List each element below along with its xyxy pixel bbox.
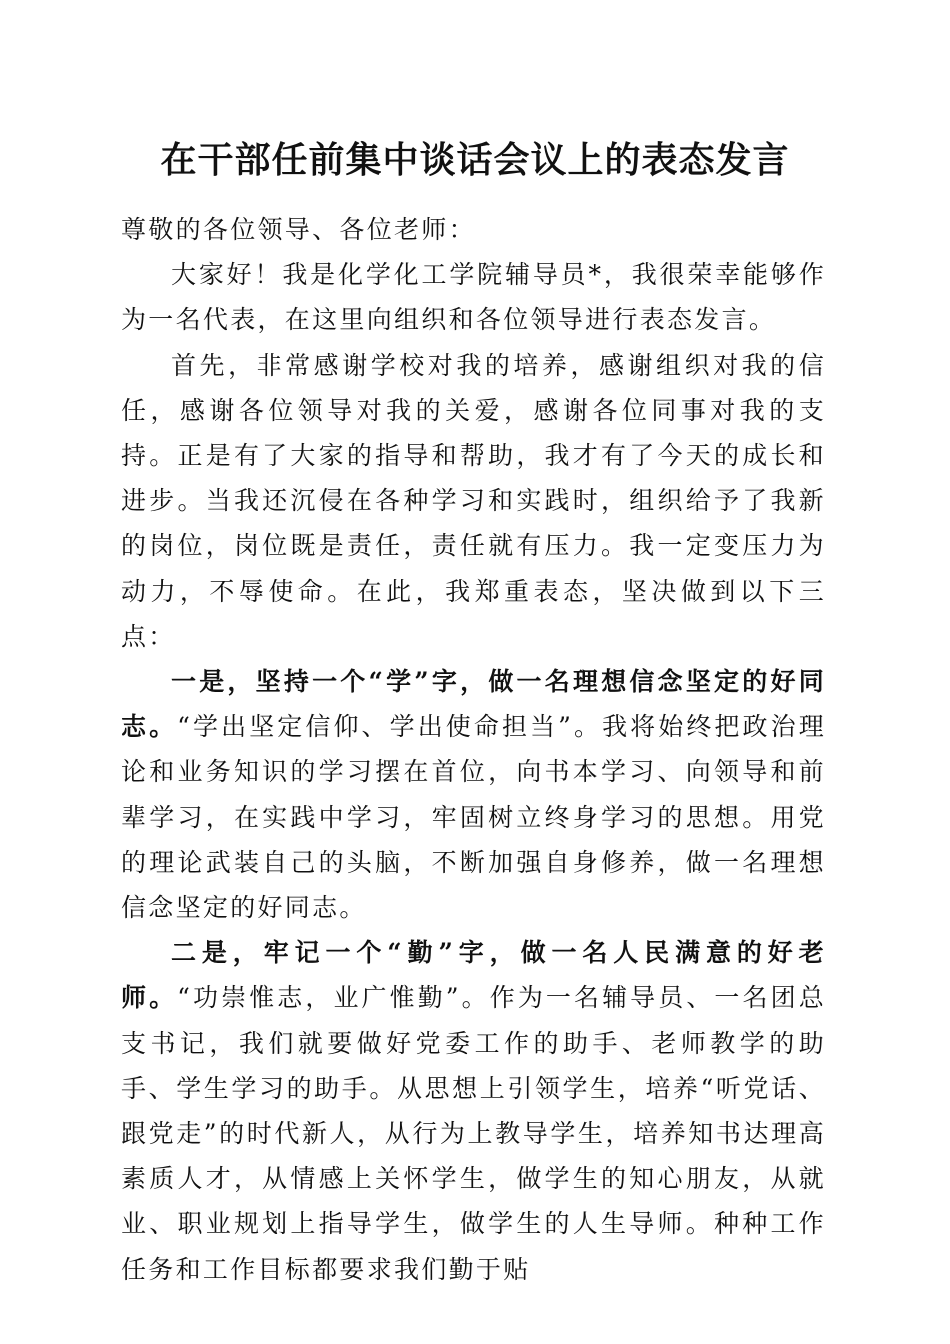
paragraph-point-two [121,930,826,1292]
paragraph-thanks [121,343,826,659]
paragraph-greeting [121,252,826,342]
paragraph-text: 大家好！我是化学化工学院辅导员*，我很荣幸能够作为一名代表，在这里向组织和各位领导进行表态发言。 [121,260,826,335]
salutation: 尊敬的各位领导、各位老师： [121,215,476,244]
paragraph-text: “功崇惟志，业广惟勤”。作为一名辅导员、一名团总支书记，我们就要做好党委工作的助手、老师教学的助手、学生学习的助手。从思想上引领学生，培养“听党话、跟党走”的时代新人，从行为上教导学生，培养知书达理高素质人才，从情感上关怀学生，做学生的知心朋友，从就业、职业规划上指导学生，做学生的人生导师。种种工作任务和工作目标都要求我们勤于贴 [121,983,826,1284]
paragraph-text: 首先，非常感谢学校对我的培养，感谢组织对我的信任，感谢各位领导对我的关爱，感谢各位同事对我的支持。正是有了大家的指导和帮助，我才有了今天的成长和进步。当我还沉侵在各种学习和实践时，组织给予了我新的岗位，岗位既是责任，责任就有压力。我一定变压力为动力，不辱使命。在此，我郑重表态，坚决做到以下三点： [121,350,826,651]
paragraph-text: “学出坚定信仰、学出使命担当”。我将始终把政治理论和业务知识的学习摆在首位，向书本学习、向领导和前辈学习，在实践中学习，牢固树立终身学习的思想。用党的理论武装自己的头脑，不断加强自身修养，做一名理想信念坚定的好同志。 [121,712,826,923]
paragraph-point-one [121,659,826,930]
paragraph-lead: 二是，牢记一个“勤”字，做一名人民满意的好老师。 [121,938,826,1013]
paragraph-lead: 一是，坚持一个“学”字，做一名理想信念坚定的好同志。 [121,667,826,742]
document-title: 在干部任前集中谈话会议上的表态发言 [160,139,790,181]
document-body [121,207,826,1292]
